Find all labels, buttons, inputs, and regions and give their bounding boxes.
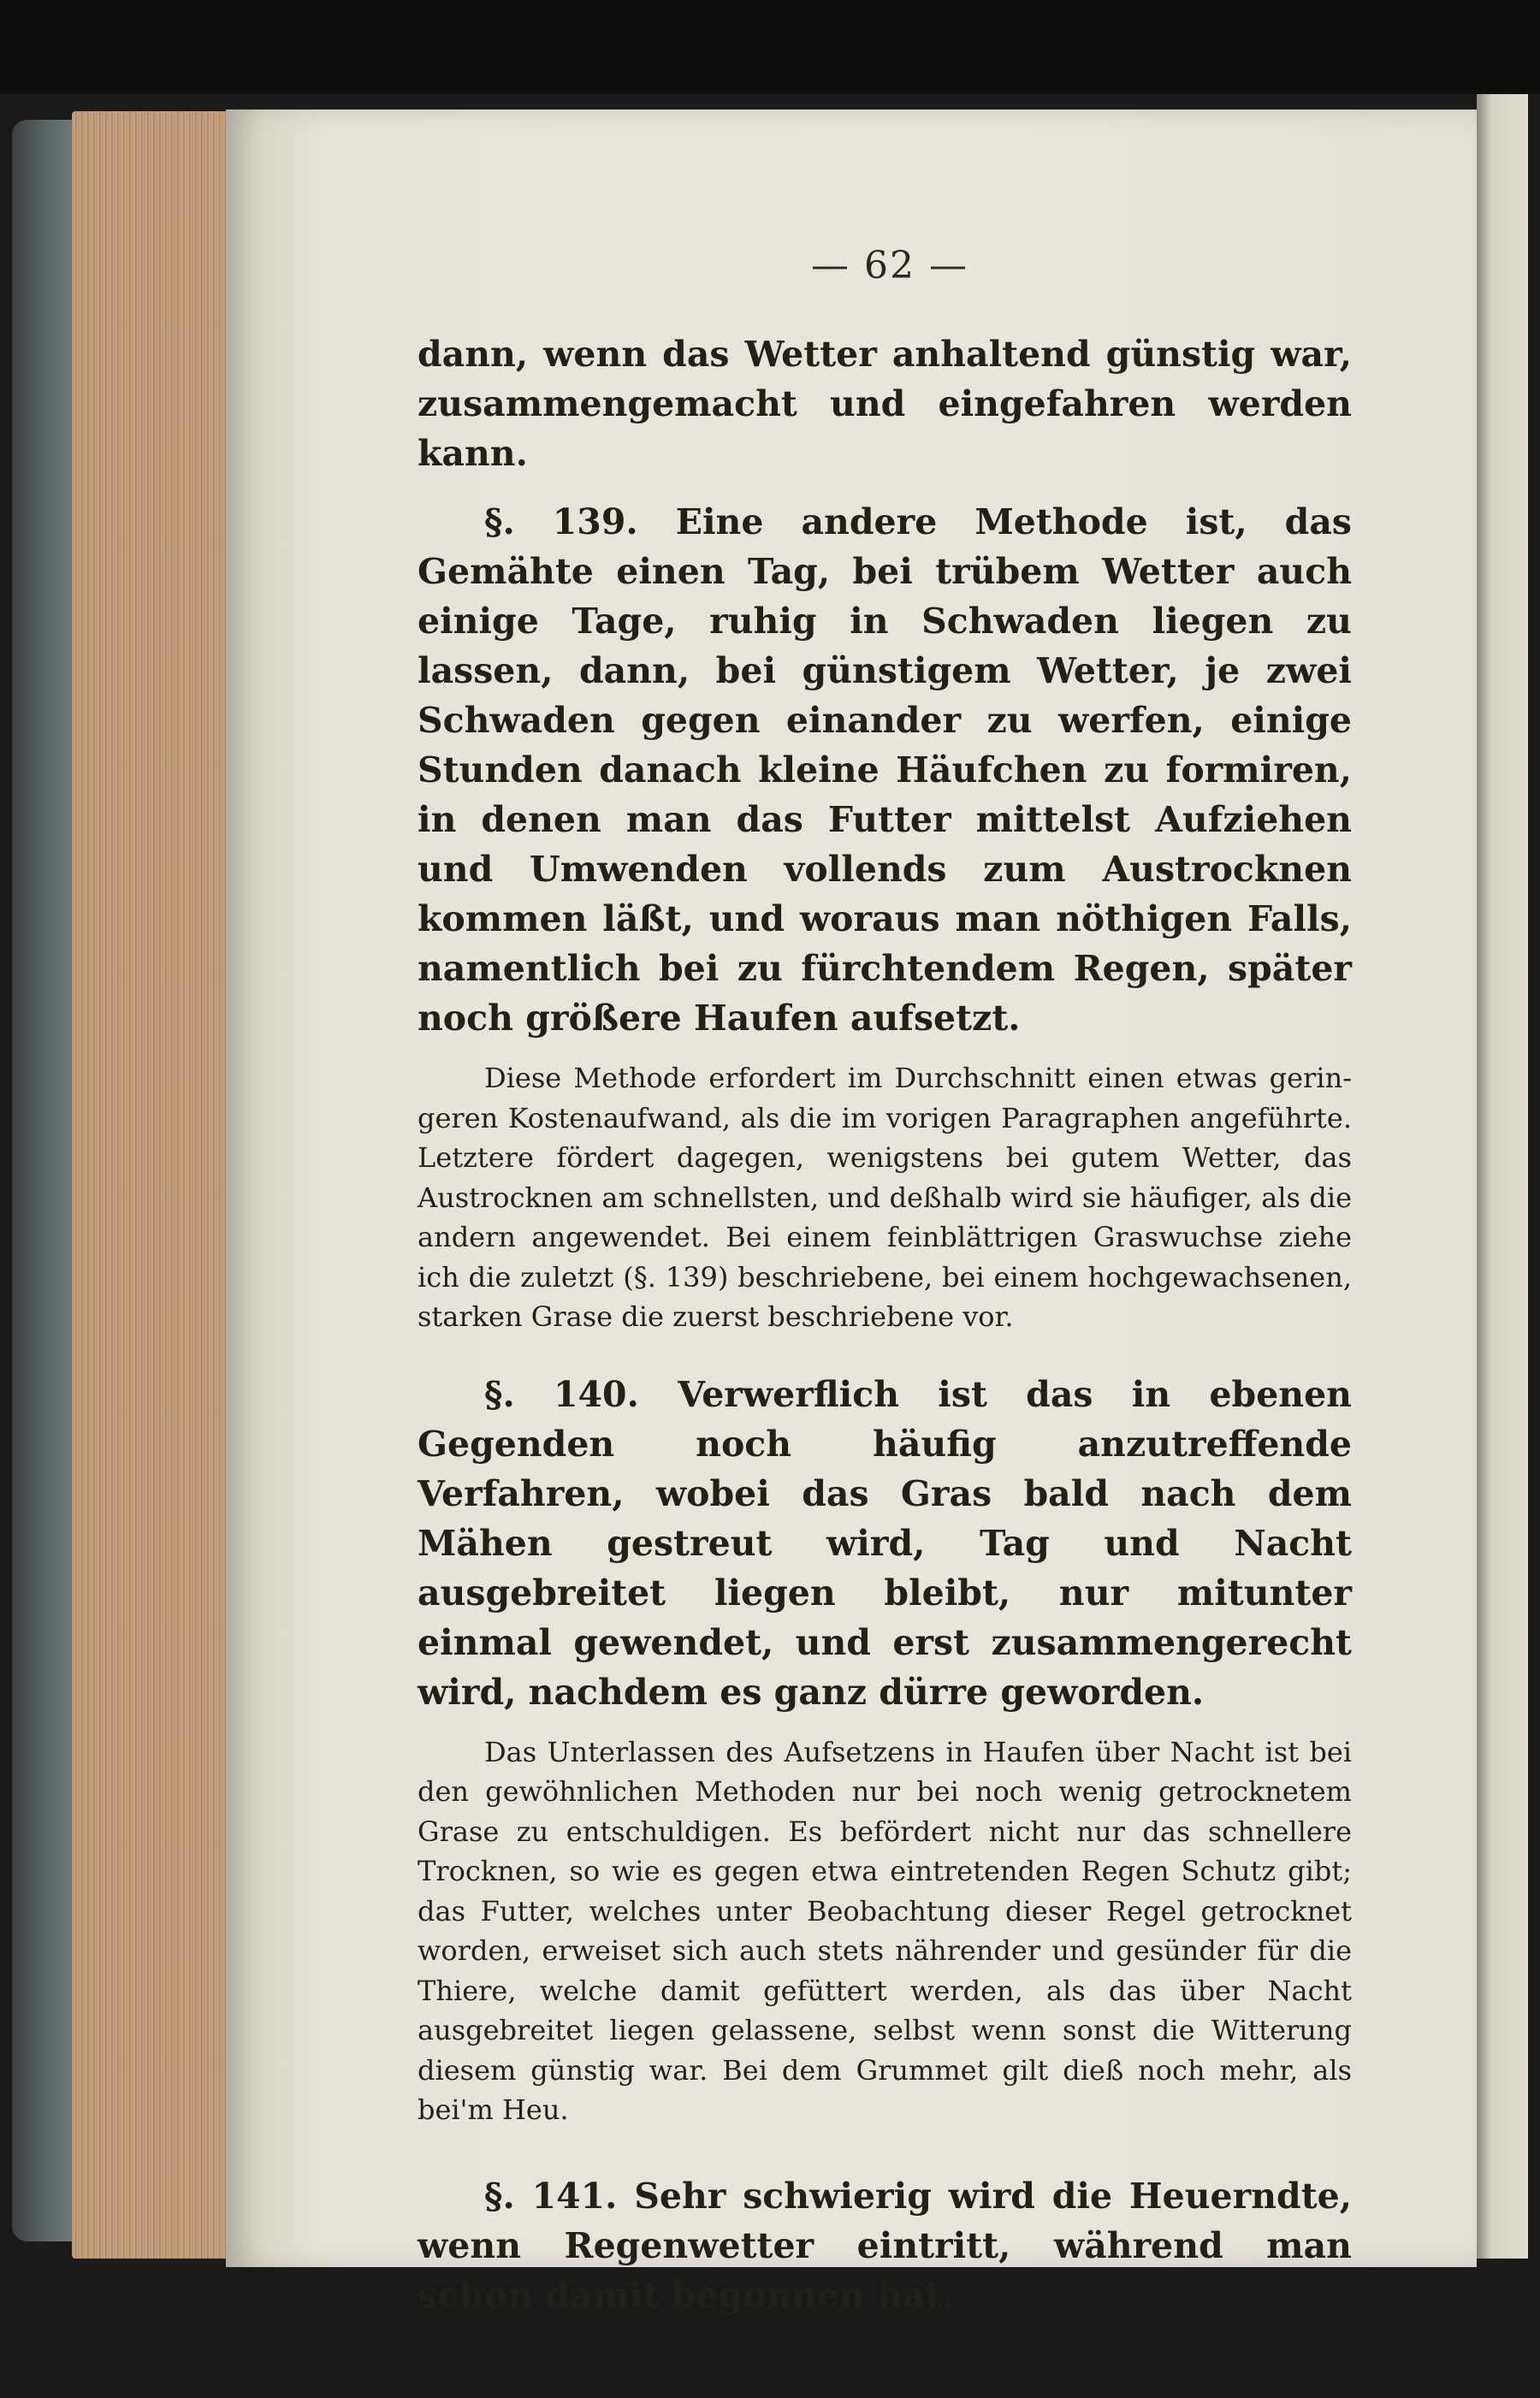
- note-139: Diese Methode erfordert im Durchschnitt einen etwas geringeren Kostenaufwand, als die im vorigen Paragraphen angeführte. Letztere fördert dagegen, wenigstens bei gutem Wetter, das Austrocknen am schnellsten, und deßhalb wird sie häufiger, als die andern angewendet. Bei einem feinblättrigen Graswuchse ziehe ich die zuletzt (§. 139) beschriebene, bei einem hochgewachsenen, starken Grase die zuerst beschriebene vor.: [418, 1062, 1352, 1333]
- page-body: [418, 329, 1352, 2320]
- page-number-header: — 62 —: [811, 244, 968, 287]
- paragraph-140: §. 140. Verwerflich ist das in ebenen Gegenden noch häufig anzutreffende Verfahren, wobei das Gras bald nach dem Mähen gestreut wird, Tag und Nacht ausgebreitet liegen bleibt, nur mitunter einmal gewendet, und erst zusammengerecht wird, nachdem es ganz dürre geworden.: [418, 1373, 1352, 1713]
- facing-page-edge: [1477, 94, 1528, 2259]
- paragraph-141: §. 141. Sehr schwierig wird die Heuerndte, wenn Regenwetter eintritt, während man schon damit begonnen hat.: [418, 2175, 1352, 2316]
- paragraph-continuation: dann, wenn das Wetter anhaltend günstig war, zusammengemacht und eingefahren werden kann.: [418, 334, 1352, 474]
- page-stack-edge: [72, 111, 252, 2259]
- paragraph-139: §. 139. Eine andere Methode ist, das Gemähte einen Tag, bei trübem Wetter auch einige Tage, ruhig in Schwaden liegen zu lassen, dann, bei günstigem Wetter, je zwei Schwaden gegen einander zu werfen, einige Stunden danach kleine Häufchen zu formiren, in denen man das Futter mittelst Aufziehen und Umwenden vollends zum Austrocknen kommen läßt, und woraus man nöthigen Falls, namentlich bei zu fürchtendem Regen, später noch größere Haufen aufsetzt.: [418, 501, 1352, 1039]
- note-140: Das Unterlassen des Aufsetzens in Haufen über Nacht ist bei den gewöhnlichen Methoden nur bei noch wenig getrocknetem Grase zu entschuldigen. Es befördert nicht nur das schnellere Trocknen, so wie es gegen etwa eintretenden Regen Schutz gibt; das Futter, welches unter Beobachtung dieser Regel getrocknet worden, erweiset sich auch stets nährender und gesünder für die Thiere, welche damit gefüttert werden, als das über Nacht ausgebreitet liegen gelassene, selbst wenn sonst die Witterung diesem günstig war. Bei dem Grummet gilt dieß noch mehr, als bei'm Heu.: [418, 1735, 1352, 2126]
- background-top: [0, 0, 1540, 94]
